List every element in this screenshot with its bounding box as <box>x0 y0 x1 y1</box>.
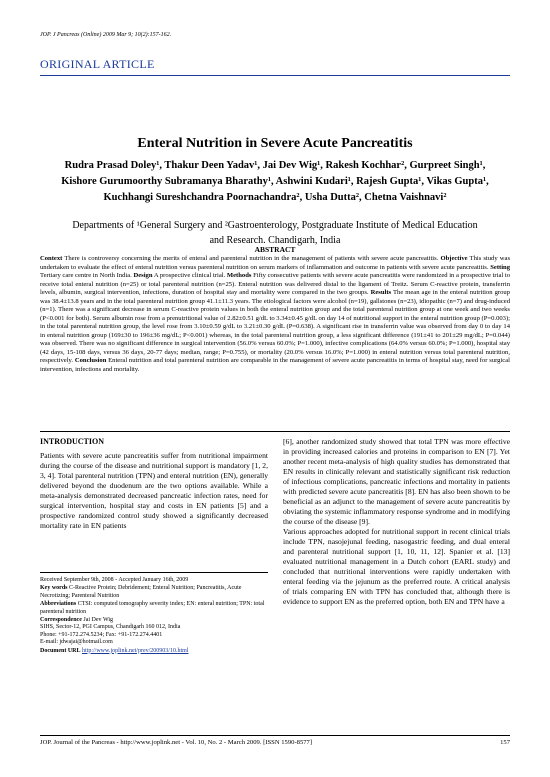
section-label: ORIGINAL ARTICLE <box>40 57 155 71</box>
received-dates: Received September 9th, 2008 - Accepted January 16th, 2009 <box>40 577 189 583</box>
keywords-text: C-Reactive Protein; Debridement; Enteral Nutrition; Pancreatitis, Acute Necrotizing; Parenteral Nutrition <box>40 585 242 599</box>
abbreviations-label: Abbreviations <box>40 601 77 608</box>
intro-paragraph-right-2: Various approaches adopted for nutritional support in recent clinical trials include TPN, nasojejunal feeding, nasogastric feeding, and dual enteral and parenteral nutritional support [1, 10, 11, 12]. Spanier et al. [13] evaluated nutritional management in a Dutch cohort (EARL study) and concluded that nutritional interventions were rapidly undertaken with enteral feeding via the jejunum as the preferred route. A critical analysis of trials comparing EN with TPN has concluded that, although there is evidence to support EN as the preferred option, both EN and TPN have a <box>283 527 510 606</box>
introduction-heading: INTRODUCTION <box>40 437 105 446</box>
keywords-label: Key words <box>40 585 68 592</box>
keywords <box>40 585 268 600</box>
objective-label: Objective <box>440 255 468 262</box>
article-title: Enteral Nutrition in Severe Acute Pancreatitis <box>137 136 413 151</box>
design-label: Design <box>133 272 153 279</box>
page-footer <box>40 739 510 746</box>
author-list: Rudra Prasad Doley¹, Thakur Deen Yadav¹, Jai Dev Wig¹, Rakesh Kochhar², Gurpreet Singh¹, Kishore Gurumoorthy Subramanya Bharathy¹, Ashwini Kudari¹, Rajesh Gupta¹, Vikas Gupta¹, Kuchhangi Sureshchandra Poornachandra², Usha Dutta², Chetna Vaishnavi² <box>61 160 489 203</box>
document-url-link[interactable]: http://www.joplink.net/prev/200903/10.html <box>82 647 189 654</box>
objective-text: This study was undertaken to evaluate the effect of enteral nutrition versus parenteral nutrition on serum markers of inflammation and outcome in patients with severe acute pancreatitis. <box>40 255 511 271</box>
footer-divider <box>40 735 510 736</box>
conclusion-text: Enteral nutrition and total parenteral nutrition are comparable in the management of severe acute pancreatitis in terms of hospital stay, need for surgical intervention, infections and mortality. <box>40 357 510 373</box>
intro-paragraph-right-1: [6], another randomized study showed that total TPN was more effective in providing increased calories and proteins in comparison to EN [7]. Yet another recent meta-analysis of high quality studies has demonstrated that EN results in clinically relevant and statistically significant risk reduction of infectious complications, pancreatic infections and mortality in patients with predicted severe acute pancreatitis [8]. EN has also been shown to be beneficial as an adjunct to the management of severe acute pancreatitis by obviating the systemic inflammatory response syndrome and in modifying the course of the disease [9]. <box>283 437 510 526</box>
correspondence-label: Correspondence <box>40 617 82 624</box>
context-label: Context <box>40 255 63 262</box>
abstract-body <box>40 255 510 374</box>
abbreviations-text: CTSI: computed tomography severity index; EN: enteral nutrition; TPN: total parenteral nutrition <box>40 601 265 615</box>
abbreviations <box>40 601 268 616</box>
left-column <box>40 437 268 531</box>
document-url <box>40 648 268 655</box>
correspondence-address: SIHS, Sector-12, PGI Campus, Chandigarh 160 012, India <box>40 624 181 631</box>
results-text: The mean age in the enteral nutrition group was 38.4±13.8 years and in the total parenteral nutrition group 41.1±11.3 years. The etiological factors were alcohol (n=19), gallstones (n=23), idiopathic (n=7) and drug-induced (n=1). There was a significant decrease in serum C-reactive protein values in both the enteral nutrition group and the total parenteral nutrition group at one week and two weeks (P<0.001 for both). Serum albumin rose from a prenutritional value of 2.82±0.51 g/dL to 3.34±0.45 g/dL on day 14 of nutritional support in the enteral nutrition group (P=0.003); in the total parenteral nutrition group, the level rose from 3.10±0.59 g/dL to 3.21±0.30 g/dL (P=0.638). A significant rise in transferrin value was observed from day 0 to day 14 in enteral nutrition group (169±30 to 196±36 mg/dL; P<0.001) whereas, in the total parenteral nutrition group, a less significant difference (191±41 to 201±29 mg/dL; P=0.044) was observed. There was no significant difference in surgical intervention (56.0% versus 60.0%; P=1.000), infective complications (64.0% versus 60.0%; P=1.000), hospital stay (42 days, 15-108 days, versus 36 days, 20-77 days; median, range; P=0.755), or mortality (20.0% versus 16.0%; P=1.000) in enteral nutrition versus total parenteral nutrition, respectively. <box>40 289 510 364</box>
methods-label: Methods <box>226 272 252 279</box>
design-text: A prospective clinical trial. <box>152 272 227 279</box>
journal-reference: JOP. J Pancreas (Online) 2009 Mar 9; 10(2):157-162. <box>40 32 172 38</box>
setting-label: Setting <box>490 263 510 271</box>
context-text: There is controversy concerning the merits of enteral and parenteral nutrition in the management of patients with severe acute pancreatitis. <box>62 255 441 262</box>
affiliation: Departments of ¹General Surgery and ²Gastroenterology, Postgraduate Institute of Medical Education and Research. Chandigarh, India <box>72 220 478 246</box>
setting-text: Tertiary care centre in North India. <box>40 272 134 279</box>
intro-paragraph-left: Patients with severe acute pancreatitis suffer from nutritional impairment during the course of the disease and nutritional support is mandatory [1, 2, 3, 4]. Total parenteral nutrition (TPN) and enteral nutrition (EN), generally delivered beyond the duodenum are the two options available. While a meta-analysis demonstrated decreased pancreatic infection rates, need for surgical intervention, hospital stay and costs in EN patients [5] and a prospective randomized control study showed a significantly decreased mortality rate in EN patients <box>40 451 268 530</box>
page-number: 157 <box>500 739 510 746</box>
section-divider <box>40 75 510 76</box>
abstract-divider <box>40 431 510 432</box>
footer-text: JOP. Journal of the Pancreas - http://www.joplink.net - Vol. 10, No. 2 - March 2009. [ISSN 1590-8577] <box>40 739 313 746</box>
correspondence <box>40 617 268 647</box>
correspondence-name: Jai Dev Wig <box>81 617 114 624</box>
correspondence-email: E-mail: jdwajai@hotmail.com <box>40 639 113 646</box>
right-column <box>283 437 510 607</box>
results-label: Results <box>370 289 392 296</box>
correspondence-phone: Phone: +91-172.274.5234; Fax: +91-172.274.4401 <box>40 631 163 638</box>
document-url-label: Document URL <box>40 647 81 654</box>
methods-text: Fifty consecutive patients with severe acute pancreatitis were randomized in a prospective trial to receive total enteral nutrition (n=25) or total parenteral nutrition (n=25). Enteral nutrition was delivered distal to the ligament of Treitz. Serum C-reactive protein, transferrin levels, albumin, surgical intervention, infections, duration of hospital stay and mortality were compared in the two groups. <box>40 272 510 296</box>
conclusion-label: Conclusion <box>74 357 107 364</box>
abstract-heading: ABSTRACT <box>254 245 296 254</box>
article-info-box <box>40 572 268 656</box>
